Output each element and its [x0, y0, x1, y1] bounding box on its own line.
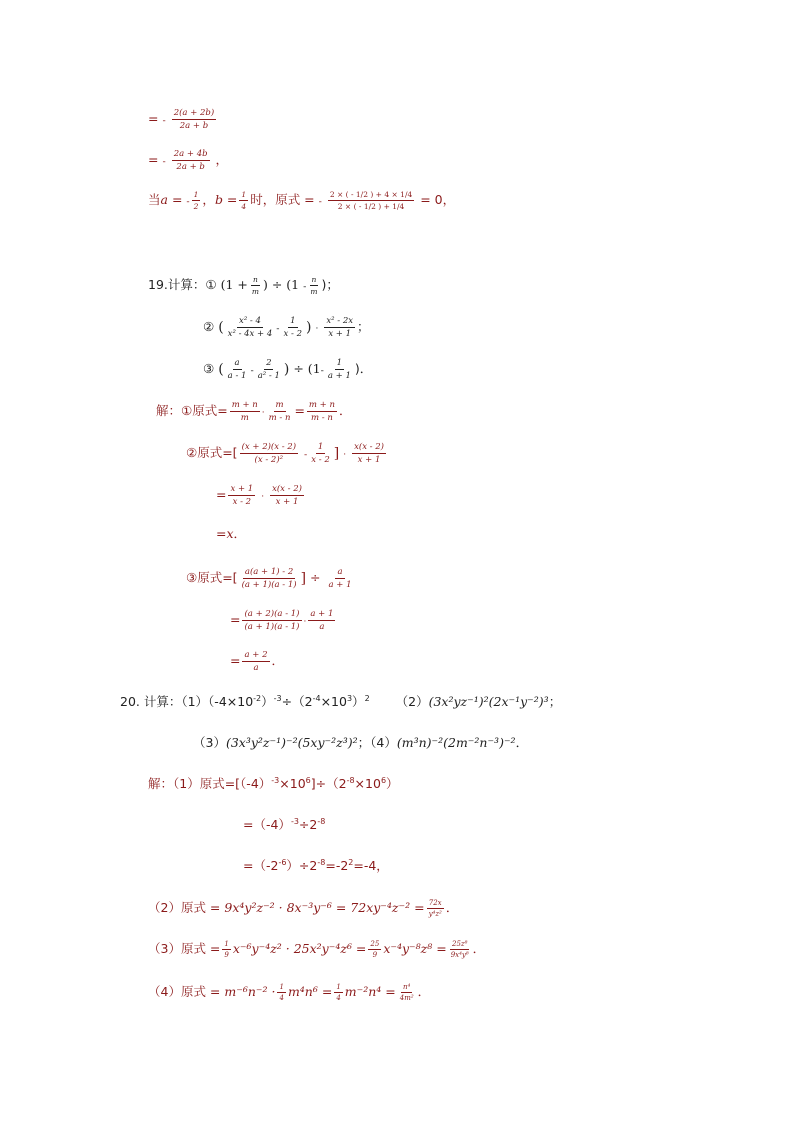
exponent: -3 — [290, 817, 299, 826]
exponent: -3 — [271, 776, 280, 785]
exponent: -3 — [273, 694, 282, 703]
paren: ( — [218, 319, 224, 336]
var-a: a — [160, 192, 168, 207]
fraction: $\frac{x(x - 2)}{x + 1}$ — [354, 442, 384, 465]
exponent: -2 — [253, 694, 262, 703]
answer-line-2 — [148, 149, 228, 172]
solution-label: 解：①原式= — [156, 403, 228, 418]
fraction: $\frac{a + 1}{a}$ — [310, 609, 334, 632]
item-label: （3） — [193, 735, 226, 750]
exponent: 2 — [348, 858, 354, 867]
expr: (1 — [307, 361, 321, 376]
expr: m⁻⁶n⁻² · — [224, 984, 276, 999]
expr: (3x²yz⁻¹)²(2x⁻¹y⁻²)³ — [428, 694, 549, 709]
item-label: ② — [203, 319, 215, 334]
divide: ÷ — [310, 570, 321, 585]
solution-20-3 — [148, 940, 485, 959]
text: ） — [386, 776, 399, 791]
fraction: $\frac{n}{m}$ — [310, 275, 318, 296]
fraction: $\frac{\text{x² - 2x}}{x + 1}$ — [326, 316, 354, 339]
dot: · — [261, 408, 265, 418]
expr: (1 + — [220, 277, 248, 292]
dot: · — [303, 617, 307, 627]
text: ） — [352, 694, 365, 709]
fraction: $\frac{\text{n⁴}}{\text{4m²}}$ — [399, 983, 414, 1002]
var-b: b — [214, 192, 223, 207]
question-20 — [120, 694, 561, 710]
text: ÷2 — [298, 817, 318, 832]
punct: ． — [515, 735, 529, 750]
text: 时，原式 = — [250, 192, 315, 207]
punct: ． — [472, 941, 486, 956]
text: ÷（2 — [281, 694, 313, 709]
punct: ； — [548, 694, 562, 709]
equals: = — [230, 653, 241, 668]
bracket: ] — [300, 570, 307, 587]
solution-label: ②原式=[ — [186, 445, 238, 460]
solution-20-4 — [148, 983, 430, 1002]
exponent: -4 — [312, 694, 321, 703]
equals: = — [294, 403, 305, 418]
fraction: $\frac{2a + 4b}{2a + b}$ — [173, 149, 208, 172]
solution-label: （3）原式 = — [148, 941, 221, 956]
equals: = — [148, 111, 159, 126]
fraction: $\frac{m + n}{m}$ — [231, 400, 258, 423]
punct: ． — [445, 900, 459, 915]
minus: - — [320, 366, 324, 376]
text: =（-4） — [243, 817, 291, 832]
minus: - — [318, 197, 322, 207]
solution-20-1 — [148, 776, 399, 792]
fraction: $\frac{a}{a - 1}$ — [227, 358, 247, 381]
punct: ． — [338, 403, 352, 418]
answer-line-3 — [148, 190, 455, 211]
equals: = — [216, 487, 227, 502]
minus: - — [162, 157, 166, 167]
exponent: -8 — [346, 776, 355, 785]
fraction: $\frac{1}{2}$ — [193, 190, 199, 211]
expr: (3x³y²z⁻¹)⁻²(5xy⁻²z³)² — [225, 735, 358, 750]
paren: ( — [218, 361, 224, 378]
fraction: $\frac{(a + 2)(a - 1)}{(a + 1)(a - 1)}$ — [244, 609, 300, 632]
expr: x⁻⁴y⁻⁸z⁸ = — [383, 941, 447, 956]
exponent: -6 — [278, 858, 287, 867]
exponent: 6 — [380, 776, 387, 785]
bracket: ] — [333, 445, 340, 462]
punct: ， — [215, 152, 229, 167]
exponent: 6 — [305, 776, 311, 785]
fraction: $\frac{2(a + 2b)}{2a + b}$ — [173, 108, 215, 131]
fraction: $\frac{n}{m}$ — [251, 275, 259, 296]
minus: - — [250, 366, 254, 376]
question-label: 20. 计算：（1）（-4×10 — [120, 694, 254, 709]
solution-19-3c — [230, 650, 284, 673]
fraction: $\frac{2 \times ( - 1/2 ) + 4 \times 1/4}{2 \times ( - 1/2 ) + 1/4}$ — [329, 190, 413, 211]
question-label: 19.计算：① — [148, 277, 217, 292]
minus: - — [304, 450, 308, 460]
text: ）÷2 — [286, 858, 318, 873]
equals: = — [230, 612, 241, 627]
punct: )； — [321, 277, 339, 292]
solution-label: ③原式=[ — [186, 570, 238, 585]
paren: ) — [306, 319, 312, 336]
minus: - — [303, 282, 307, 292]
answer-line-1 — [148, 108, 218, 131]
minus: - — [186, 197, 190, 207]
punct: ， — [202, 192, 215, 207]
text: ×10 — [354, 776, 381, 791]
fraction: $\frac{1}{9}$ — [224, 940, 229, 959]
fraction: $\frac{1}{a + 1}$ — [327, 358, 351, 381]
fraction: $\frac{m}{m - n}$ — [268, 400, 291, 423]
solution-20-2 — [148, 899, 458, 918]
text: ×10 — [320, 694, 347, 709]
fraction: $\frac{x(x - 2)}{x + 1}$ — [272, 484, 302, 507]
fraction: $\frac{25}{9}$ — [370, 940, 380, 959]
solution-20-1b — [243, 817, 325, 833]
solution-19-1 — [156, 400, 352, 423]
fraction: $\frac{1}{4}$ — [279, 983, 284, 1002]
solution-20-1c — [243, 858, 389, 874]
punct: ． — [233, 526, 247, 541]
var-x: x — [226, 526, 234, 541]
fraction: $\frac{a}{a + 1}$ — [328, 567, 352, 590]
fraction: $\frac{1}{4}$ — [336, 983, 341, 1002]
exponent: -8 — [317, 858, 326, 867]
equals: = — [216, 526, 227, 541]
solution-19-3b — [230, 609, 337, 632]
text: ]÷（2 — [310, 776, 347, 791]
expr: m⁴n⁶ = — [287, 984, 333, 999]
solution-label: （2）原式 = — [148, 900, 221, 915]
fraction: $\frac{\text{25z⁸}}{\text{9x⁴y⁸}}$ — [450, 940, 469, 959]
fraction: $\frac{1}{4}$ — [241, 190, 247, 211]
solution-label: 解：（1）原式=[（-4） — [148, 776, 272, 791]
question-19 — [148, 275, 339, 296]
punct: )． — [354, 361, 373, 376]
question-19-3 — [203, 358, 372, 381]
solution-19-3 — [186, 567, 356, 590]
text: =-4， — [353, 858, 389, 873]
text: ×10 — [279, 776, 306, 791]
exponent: -8 — [317, 817, 326, 826]
expr: 9x⁴y²z⁻² · 8x⁻³y⁻⁶ = 72xy⁻⁴z⁻² = — [224, 900, 425, 915]
paren: ) — [283, 361, 290, 378]
expr: ) ÷ (1 — [262, 277, 300, 292]
punct: ； — [357, 319, 370, 334]
equals: = — [222, 192, 238, 207]
fraction: $\frac{(x + 2)(x - 2)}{\text{(x - 2)²}}$ — [241, 442, 297, 465]
minus: - — [162, 116, 166, 126]
exponent: 3 — [346, 694, 353, 703]
item-label: ；（4） — [357, 735, 397, 750]
question-19-2 — [203, 316, 370, 339]
expr: m⁻²n⁴ = — [344, 984, 396, 999]
item-label: （2） — [395, 694, 429, 709]
fraction: $\frac{1}{x - 2}$ — [311, 442, 330, 465]
fraction: $\frac{x + 1}{x - 2}$ — [230, 484, 254, 507]
expr: (m³n)⁻²(2m⁻²n⁻³)⁻² — [396, 735, 516, 750]
divide: ÷ — [293, 361, 304, 376]
exponent: 2 — [364, 694, 370, 703]
question-20-b — [193, 735, 528, 751]
punct: ． — [271, 653, 285, 668]
item-label: ③ — [203, 361, 215, 376]
equals: = — [167, 192, 187, 207]
text: 当 — [148, 192, 161, 207]
fraction: $\frac{2}{\text{a² - 1}}$ — [257, 358, 280, 381]
text: ） — [261, 694, 274, 709]
expr: x⁻⁶y⁻⁴z² · 25x²y⁻⁴z⁶ = — [232, 941, 367, 956]
dot: · — [343, 450, 347, 460]
minus: - — [276, 324, 280, 334]
dot: · — [261, 492, 265, 502]
solution-19-2 — [186, 442, 388, 465]
fraction: $\frac{m + n}{m - n}$ — [308, 400, 335, 423]
equals: = — [148, 152, 159, 167]
text: =（-2 — [243, 858, 279, 873]
fraction: $\frac{72x}{\text{y⁴z²}}$ — [428, 899, 442, 918]
solution-19-2c — [216, 526, 246, 542]
solution-19-2b — [216, 484, 306, 507]
text: = 0， — [420, 192, 456, 207]
text: =-2 — [325, 858, 349, 873]
solution-label: （4）原式 = — [148, 984, 221, 999]
fraction: $\frac{1}{x - 2}$ — [283, 316, 303, 339]
fraction: $\frac{\text{x² - 4}}{\text{x² - 4x + 4}}$ — [227, 316, 273, 339]
fraction: $\frac{a(a + 1) - 2}{(a + 1)(a - 1)}$ — [241, 567, 297, 590]
punct: ． — [417, 984, 431, 999]
fraction: $\frac{a + 2}{a}$ — [244, 650, 268, 673]
dot: · — [315, 324, 319, 334]
